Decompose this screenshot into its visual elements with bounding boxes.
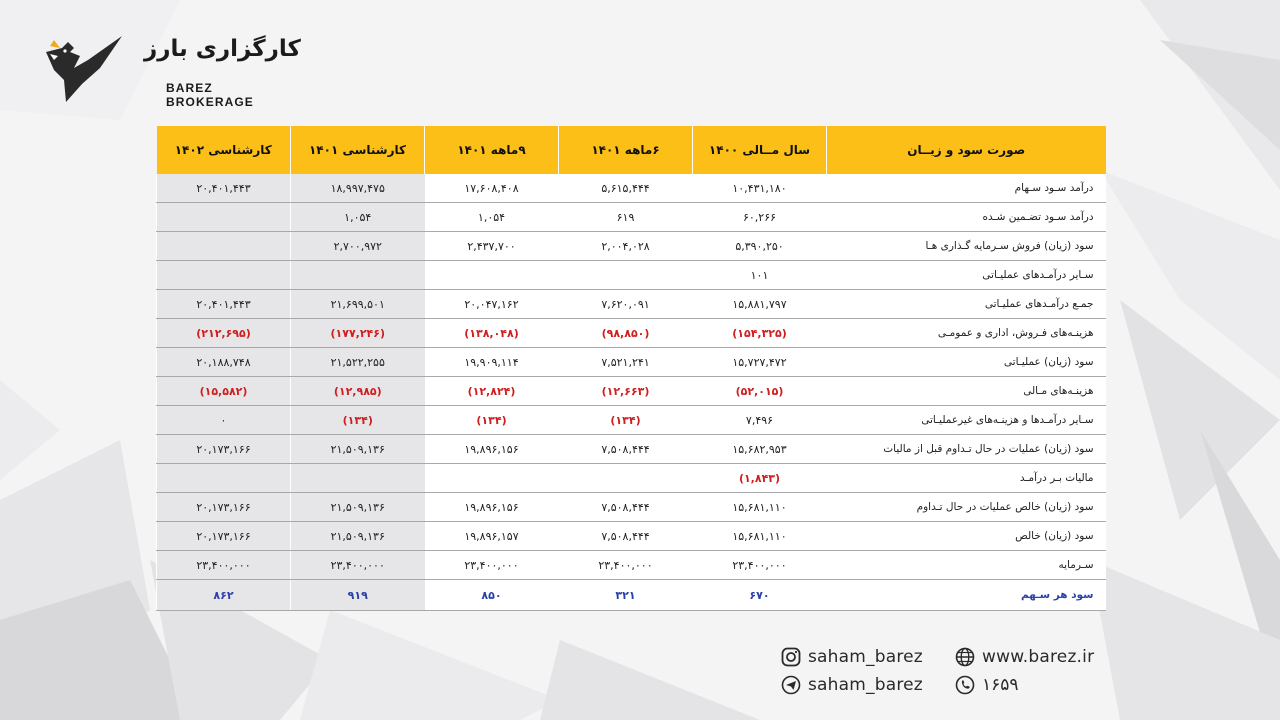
- table-row: [157, 377, 1106, 406]
- row-label: مالیات بـر درآمـد: [827, 464, 1106, 493]
- eagle-icon: [40, 34, 130, 106]
- row-value: ۱۰۱: [693, 261, 827, 290]
- row-value: ۷,۵۰۸,۴۴۴: [559, 522, 693, 551]
- row-label: سـایر درآمـدهای عملیـاتی: [827, 261, 1106, 290]
- row-value: ۶۰,۲۶۶: [693, 203, 827, 232]
- row-value: [559, 261, 693, 290]
- telegram-icon: [780, 674, 802, 696]
- row-value: ۲۳,۴۰۰,۰۰۰: [291, 551, 425, 580]
- telegram-handle: saham_barez: [808, 675, 923, 695]
- row-value: ۱۵,۶۸۲,۹۵۳: [693, 435, 827, 464]
- row-value: (۱۳۴): [291, 406, 425, 435]
- row-value: ۸۶۲: [157, 580, 291, 611]
- table-row: [157, 493, 1106, 522]
- row-value: ۷,۶۲۰,۰۹۱: [559, 290, 693, 319]
- row-value: ۲,۴۳۷,۷۰۰: [425, 232, 559, 261]
- row-value: ۲۰,۱۷۳,۱۶۶: [157, 435, 291, 464]
- row-value: ۱۵,۶۸۱,۱۱۰: [693, 522, 827, 551]
- row-value: [157, 464, 291, 493]
- phone-icon: [954, 674, 976, 696]
- table-row: [157, 319, 1106, 348]
- table-row: [157, 435, 1106, 464]
- row-label: هزینـه‌های فـروش، اداری و عمومـی: [827, 319, 1106, 348]
- website-link[interactable]: [954, 644, 1094, 670]
- table-row: [157, 464, 1106, 493]
- phone-link[interactable]: [954, 672, 1019, 698]
- row-label: سود (زیان) خالص عملیات در حال تـداوم: [827, 493, 1106, 522]
- row-label: سود (زیان) خالص: [827, 522, 1106, 551]
- row-label: سـایر درآمـدها و هزینـه‌های غیرعملیـاتی: [827, 406, 1106, 435]
- row-value: ۱۸,۹۹۷,۴۷۵: [291, 174, 425, 203]
- row-value: (۹۸,۸۵۰): [559, 319, 693, 348]
- row-value: (۱۵,۵۸۲): [157, 377, 291, 406]
- row-value: ۲۰,۱۸۸,۷۴۸: [157, 348, 291, 377]
- row-label: هزینـه‌های مـالی: [827, 377, 1106, 406]
- row-value: ۶۷۰: [693, 580, 827, 611]
- row-value: ۲۰,۱۷۳,۱۶۶: [157, 493, 291, 522]
- row-value: (۱,۸۴۳): [693, 464, 827, 493]
- row-value: ۲,۷۰۰,۹۷۲: [291, 232, 425, 261]
- row-value: ۱,۰۵۴: [425, 203, 559, 232]
- table-row: [157, 290, 1106, 319]
- row-value: ۲۰,۰۴۷,۱۶۲: [425, 290, 559, 319]
- instagram-handle: saham_barez: [808, 647, 923, 667]
- row-value: ۱۷,۶۰۸,۴۰۸: [425, 174, 559, 203]
- header-est1401: کارشناسی ۱۴۰۱: [291, 126, 425, 174]
- header-title: صورت سود و زیــان: [827, 126, 1106, 174]
- row-label: درآمد سـود تضـمین شـده: [827, 203, 1106, 232]
- row-value: ۷,۵۲۱,۲۴۱: [559, 348, 693, 377]
- table-header-row: [157, 126, 1106, 174]
- header-est1402: کارشناسی ۱۴۰۲: [157, 126, 291, 174]
- row-value: ۱۹,۸۹۶,۱۵۶: [425, 435, 559, 464]
- row-value: ۸۵۰: [425, 580, 559, 611]
- row-value: ۲۱,۵۰۹,۱۳۶: [291, 522, 425, 551]
- row-value: ۲۳,۴۰۰,۰۰۰: [425, 551, 559, 580]
- row-value: [291, 261, 425, 290]
- row-value: ۱۰,۴۳۱,۱۸۰: [693, 174, 827, 203]
- row-value: (۱۳۴): [559, 406, 693, 435]
- table-row: [157, 232, 1106, 261]
- row-value: ۱,۰۵۴: [291, 203, 425, 232]
- row-value: ۲۳,۴۰۰,۰۰۰: [559, 551, 693, 580]
- contact-footer: [770, 642, 1110, 706]
- row-label: سود هر سـهم: [827, 580, 1106, 611]
- table-body: [157, 174, 1106, 611]
- row-label: سود (زیان) فروش سـرمایه گـذاری هـا: [827, 232, 1106, 261]
- row-value: ۱۹,۹۰۹,۱۱۴: [425, 348, 559, 377]
- row-value: [559, 464, 693, 493]
- brand-logo: [40, 34, 301, 109]
- row-value: (۱۳۴): [425, 406, 559, 435]
- globe-icon: [954, 646, 976, 668]
- row-value: ۶۱۹: [559, 203, 693, 232]
- row-value: [157, 203, 291, 232]
- row-value: ۲,۰۰۴,۰۲۸: [559, 232, 693, 261]
- row-value: ۲۳,۴۰۰,۰۰۰: [157, 551, 291, 580]
- table-row: [157, 261, 1106, 290]
- instagram-icon: [780, 646, 802, 668]
- website-url: www.barez.ir: [982, 647, 1095, 667]
- header-fy1400: سال مــالی ۱۴۰۰: [693, 126, 827, 174]
- brand-name-en: BAREZ BROKERAGE: [166, 81, 254, 109]
- row-value: ۲۱,۶۹۹,۵۰۱: [291, 290, 425, 319]
- row-value: ۲۰,۱۷۳,۱۶۶: [157, 522, 291, 551]
- row-label: سود (زیان) عملیـاتی: [827, 348, 1106, 377]
- table-row: [157, 551, 1106, 580]
- row-value: (۲۱۲,۶۹۵): [157, 319, 291, 348]
- header-6m1401: ۶ماهه ۱۴۰۱: [559, 126, 693, 174]
- row-value: ۲۱,۵۰۹,۱۳۶: [291, 435, 425, 464]
- row-value: (۱۵۴,۳۲۵): [693, 319, 827, 348]
- eps-row: [157, 580, 1106, 611]
- row-label: جمـع درآمـدهای عملیـاتی: [827, 290, 1106, 319]
- income-statement-table-container: [156, 126, 1105, 611]
- header-9m1401: ۹ماهه ۱۴۰۱: [425, 126, 559, 174]
- row-value: (۱۳۸,۰۴۸): [425, 319, 559, 348]
- row-label: سـرمایه: [827, 551, 1106, 580]
- row-value: ۵,۶۱۵,۴۴۴: [559, 174, 693, 203]
- row-value: (۱۲,۹۸۵): [291, 377, 425, 406]
- row-value: [425, 464, 559, 493]
- row-value: ۱۹,۸۹۶,۱۵۶: [425, 493, 559, 522]
- row-value: ۷,۵۰۸,۴۴۴: [559, 435, 693, 464]
- phone-number: ۱۶۵۹: [982, 675, 1019, 695]
- row-value: ۲۳,۴۰۰,۰۰۰: [693, 551, 827, 580]
- table-row: [157, 174, 1106, 203]
- row-value: [291, 464, 425, 493]
- row-value: ۷,۴۹۶: [693, 406, 827, 435]
- table-row: [157, 348, 1106, 377]
- row-value: ۷,۵۰۸,۴۴۴: [559, 493, 693, 522]
- income-statement-table: [156, 126, 1106, 611]
- row-value: ۱۵,۷۲۷,۴۷۲: [693, 348, 827, 377]
- row-value: ۳۲۱: [559, 580, 693, 611]
- row-value: [157, 261, 291, 290]
- row-value: ۲۰,۴۰۱,۴۴۳: [157, 290, 291, 319]
- table-row: [157, 406, 1106, 435]
- telegram-link[interactable]: [780, 672, 923, 698]
- row-value: [157, 232, 291, 261]
- row-label: سود (زیان) عملیات در حال تـداوم قبل از مالیات: [827, 435, 1106, 464]
- row-value: (۱۲,۸۲۴): [425, 377, 559, 406]
- row-value: ۰: [157, 406, 291, 435]
- row-label: درآمد سـود سـهام: [827, 174, 1106, 203]
- row-value: [425, 261, 559, 290]
- row-value: (۱۲,۶۶۳): [559, 377, 693, 406]
- row-value: ۵,۳۹۰,۲۵۰: [693, 232, 827, 261]
- row-value: ۱۵,۶۸۱,۱۱۰: [693, 493, 827, 522]
- row-value: ۱۹,۸۹۶,۱۵۷: [425, 522, 559, 551]
- row-value: ۲۱,۵۲۲,۲۵۵: [291, 348, 425, 377]
- table-row: [157, 203, 1106, 232]
- row-value: ۲۱,۵۰۹,۱۳۶: [291, 493, 425, 522]
- row-value: ۱۵,۸۸۱,۷۹۷: [693, 290, 827, 319]
- table-row: [157, 522, 1106, 551]
- brand-name-fa: کارگزاری بارز: [144, 36, 301, 62]
- row-value: ۲۰,۴۰۱,۴۴۳: [157, 174, 291, 203]
- row-value: (۱۷۷,۲۴۶): [291, 319, 425, 348]
- row-value: ۹۱۹: [291, 580, 425, 611]
- row-value: (۵۲,۰۱۵): [693, 377, 827, 406]
- instagram-link[interactable]: [780, 644, 923, 670]
